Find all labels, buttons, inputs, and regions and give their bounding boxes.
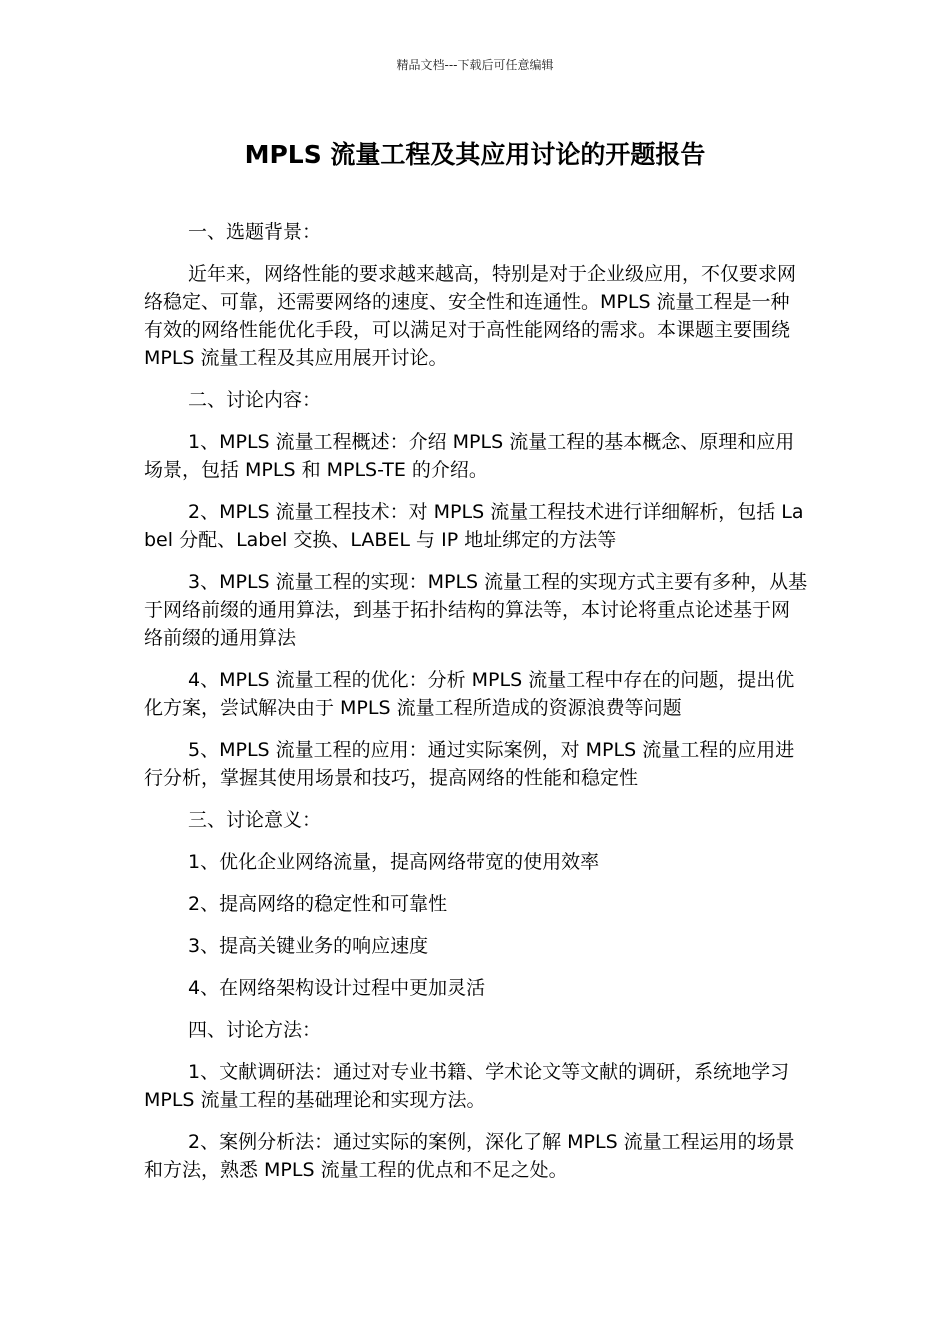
content-item: 1、MPLS 流量工程概述：介绍 MPLS 流量工程的基本概念、原理和应用场景，包括 MPLS 和 MPLS-TE 的介绍。 (144, 431, 795, 481)
document-body (144, 218, 808, 1198)
content-item: 3、MPLS 流量工程的实现：MPLS 流量工程的实现方式主要有多种，从基于网络前缀的通用算法，到基于拓扑结构的算法等，本讨论将重点论述基于网络前缀的通用算法 (144, 571, 808, 649)
significance-item: 1、优化企业网络流量，提高网络带宽的使用效率 (188, 851, 600, 873)
section-heading-background: 一、选题背景： (188, 221, 322, 243)
significance-item: 2、提高网络的稳定性和可靠性 (188, 893, 448, 915)
method-item: 2、案例分析法：通过实际的案例，深化了解 MPLS 流量工程运用的场景和方法，熟悉 MPLS 流量工程的优点和不足之处。 (144, 1131, 795, 1181)
method-item: 1、文献调研法：通过对专业书籍、学术论文等文献的调研，系统地学习 MPLS 流量工程的基础理论和实现方法。 (144, 1061, 790, 1111)
significance-item: 4、在网络架构设计过程中更加灵活 (188, 977, 486, 999)
header-note: 精品文档---下载后可任意编辑 (396, 58, 554, 72)
section-heading-methods: 四、讨论方法： (188, 1019, 322, 1041)
document-title: MPLS 流量工程及其应用讨论的开题报告 (244, 140, 706, 169)
content-item: 4、MPLS 流量工程的优化：分析 MPLS 流量工程中存在的问题，提出优化方案，尝试解决由于 MPLS 流量工程所造成的资源浪费等问题 (144, 669, 795, 719)
background-paragraph: 近年来，网络性能的要求越来越高，特别是对于企业级应用，不仅要求网络稳定、可靠，还需要网络的速度、安全性和连通性。MPLS 流量工程是一种有效的网络性能优化手段，可以满足对于高性能网络的需求。本课题主要围绕 MPLS 流量工程及其应用展开讨论。 (144, 263, 797, 369)
content-item: 2、MPLS 流量工程技术：对 MPLS 流量工程技术进行详细解析，包括 Label 分配、Label 交换、LABEL 与 IP 地址绑定的方法等 (144, 501, 804, 551)
section-heading-significance: 三、讨论意义： (188, 809, 322, 831)
significance-item: 3、提高关键业务的响应速度 (188, 935, 429, 957)
content-item: 5、MPLS 流量工程的应用：通过实际案例，对 MPLS 流量工程的应用进行分析，掌握其使用场景和技巧，提高网络的性能和稳定性 (144, 739, 795, 789)
section-heading-content: 二、讨论内容： (188, 389, 322, 411)
